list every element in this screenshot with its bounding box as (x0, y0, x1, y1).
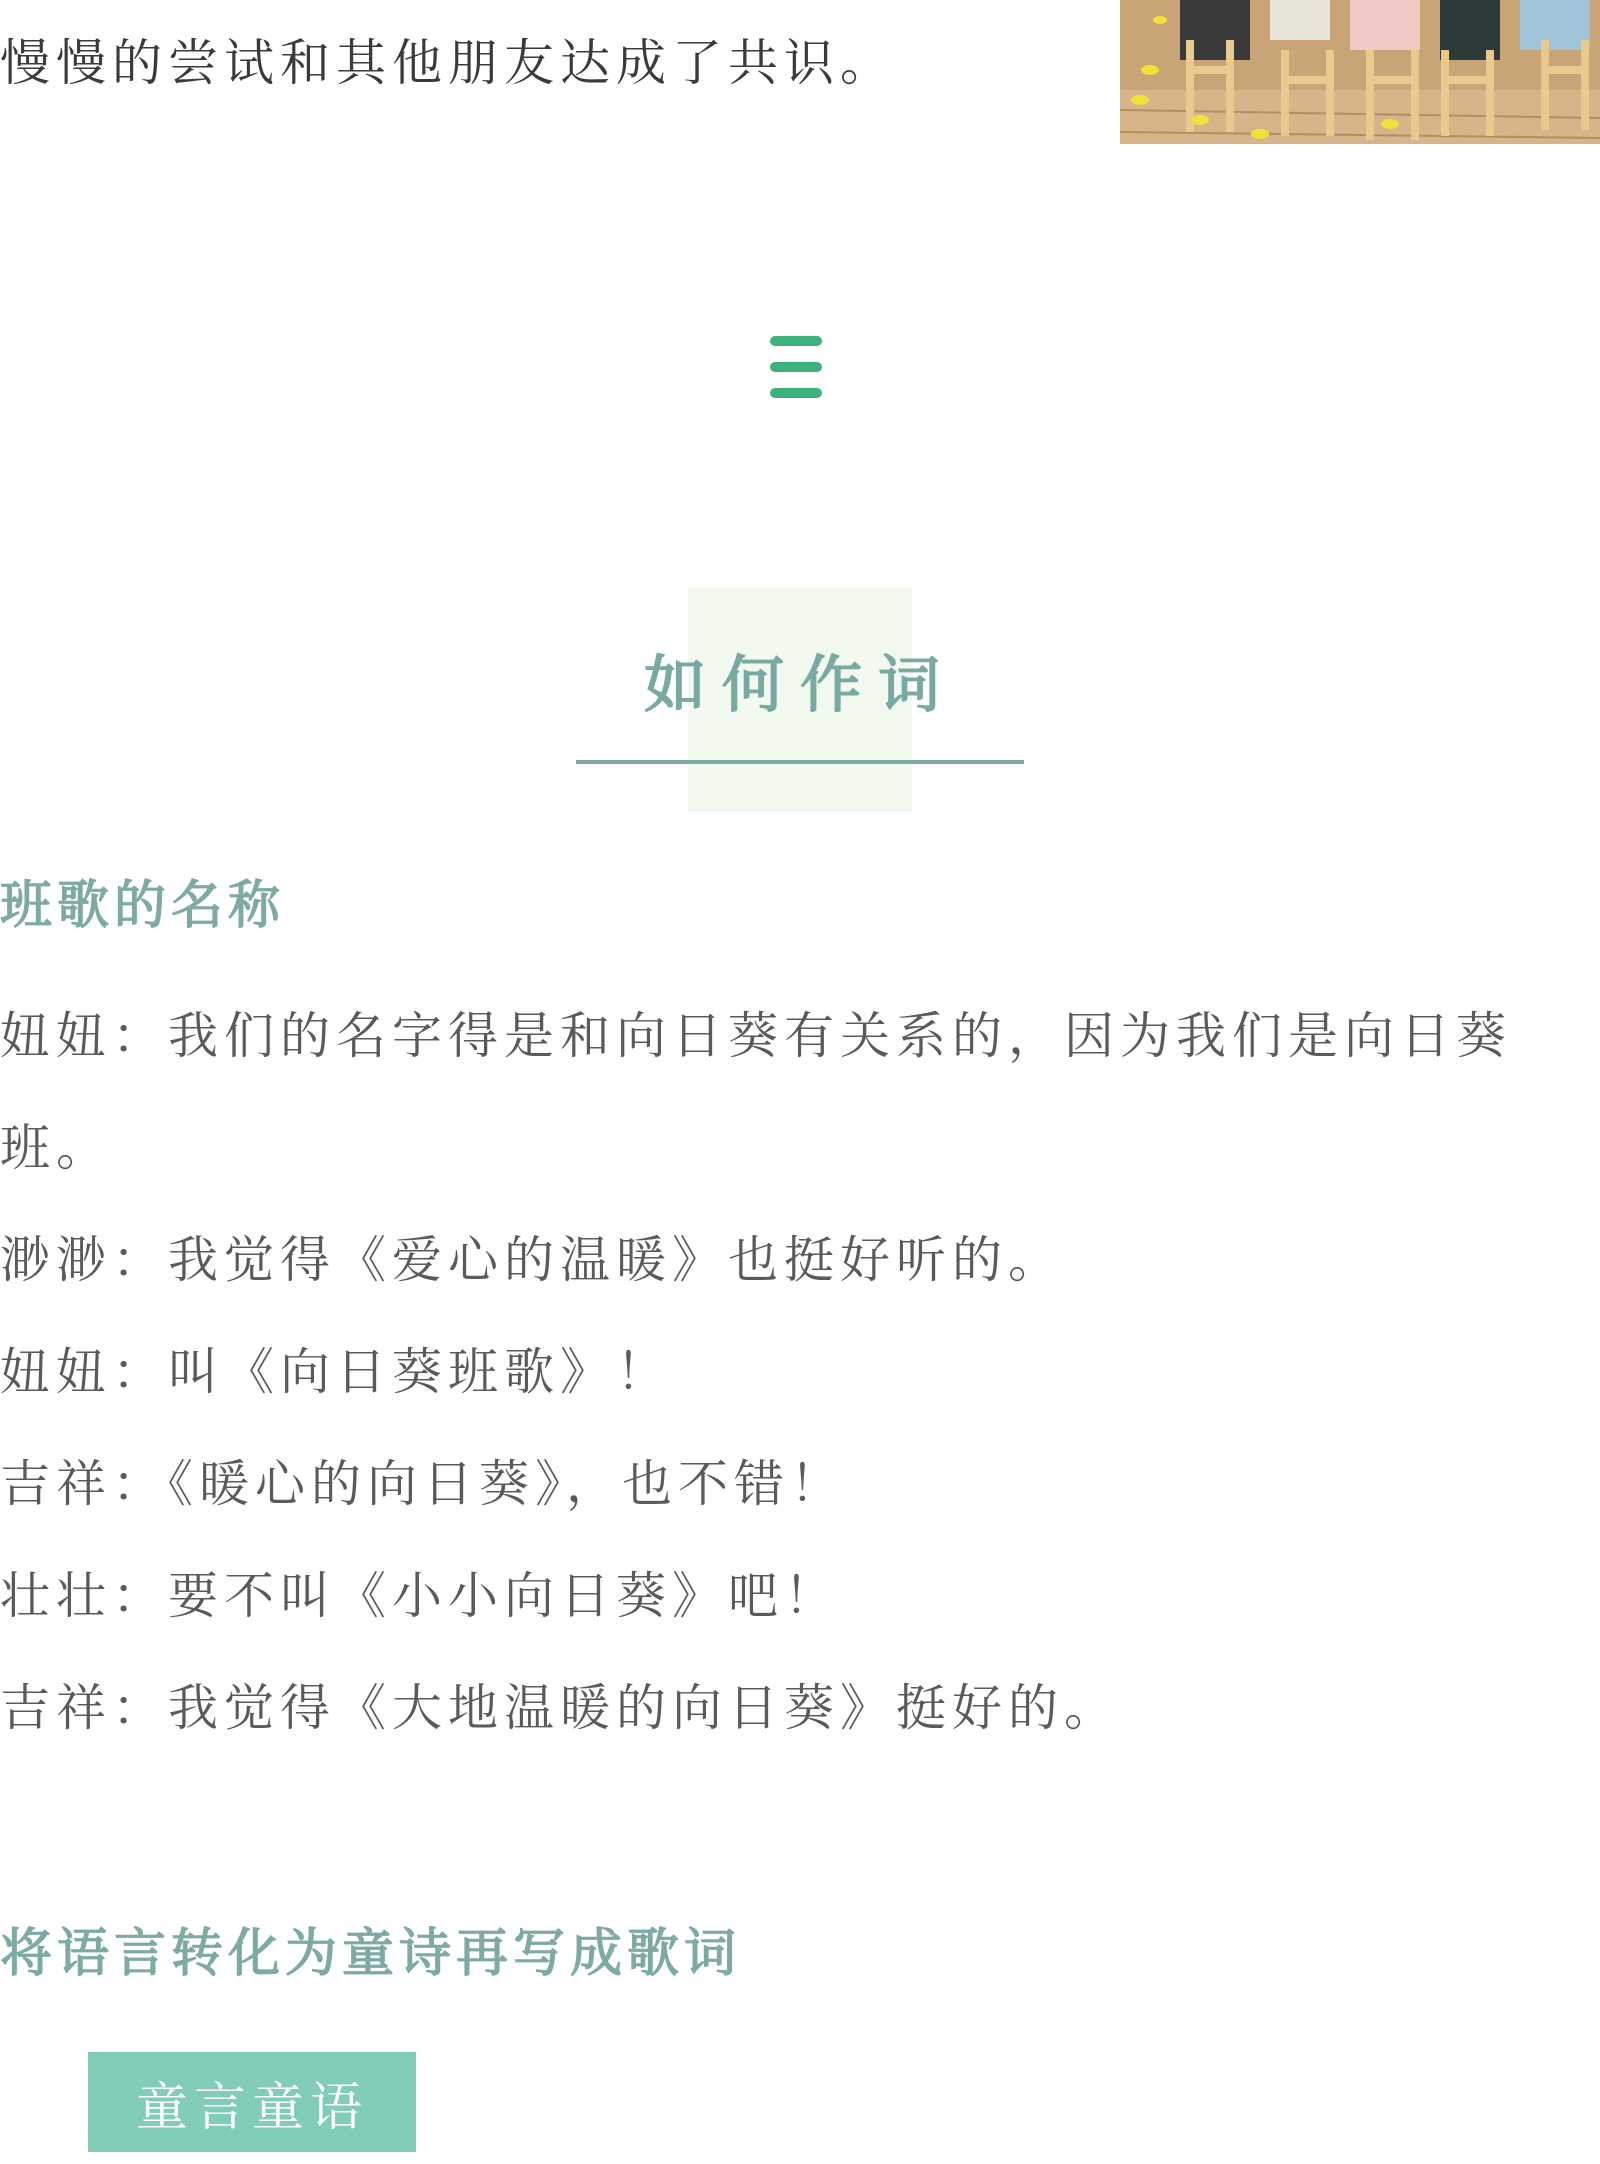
lyrics-heading: 将语言转化为童诗再写成歌词 (0, 1924, 742, 1984)
intro-text: 慢慢的尝试和其他朋友达成了共识。 (0, 34, 896, 92)
class-song-name-heading: 班歌的名称 (0, 876, 286, 936)
section-title: 如何作词 (643, 648, 956, 721)
menu-bar-middle (770, 362, 822, 372)
dialogue-line: 壮壮：要不叫《小小向日葵》吧！ (0, 1567, 840, 1625)
title-underline (576, 760, 1024, 764)
section-title-block (576, 588, 1024, 812)
menu-bar-bottom (770, 388, 822, 398)
dialogue-list (0, 980, 1600, 1764)
dialogue-line: 吉祥：《暖心的向日葵》，也不错！ (0, 1455, 846, 1513)
hamburger-menu-icon[interactable] (770, 336, 822, 398)
dialogue-line: 吉祥：我觉得《大地温暖的向日葵》挺好的。 (0, 1679, 1120, 1737)
dialogue-line: 妞妞：我们的名字得是和向日葵有关系的，因为我们是向日葵班。 (0, 1007, 1512, 1177)
menu-bar-top (770, 336, 822, 346)
classroom-photo (1120, 0, 1600, 144)
tag-label: 童言童语 (88, 2052, 416, 2152)
dialogue-line: 渺渺：我觉得《爱心的温暖》也挺好听的。 (0, 1231, 1064, 1289)
dialogue-line: 妞妞：叫《向日葵班歌》！ (0, 1343, 672, 1401)
